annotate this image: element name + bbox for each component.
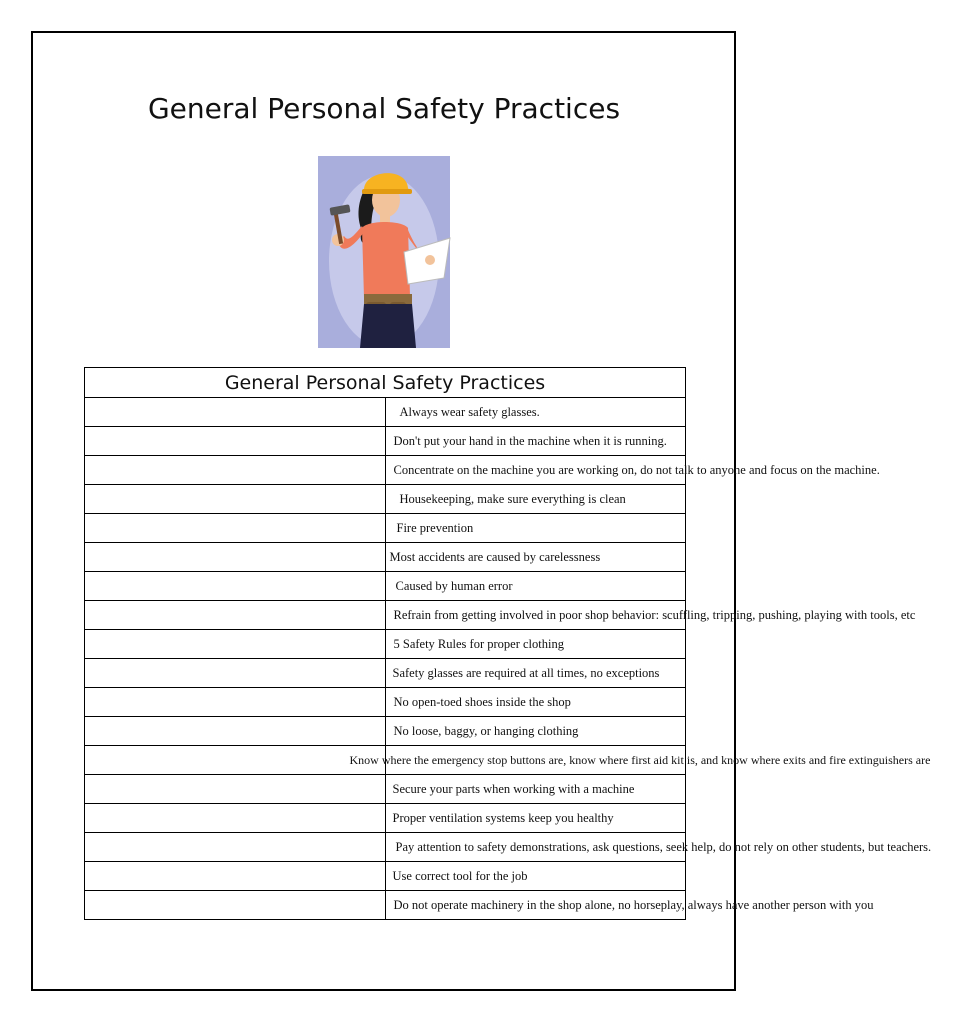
safety-item-text: Do not operate machinery in the shop alone, no horseplay, always have another person with you	[393, 897, 874, 912]
row-marker-cell	[85, 572, 386, 601]
row-marker-cell	[85, 833, 386, 862]
table-row	[85, 833, 686, 862]
table-row	[85, 891, 686, 920]
row-marker-cell	[85, 746, 386, 775]
row-marker-cell	[85, 485, 386, 514]
table-row	[85, 630, 686, 659]
table-row	[85, 775, 686, 804]
row-marker-cell	[85, 891, 386, 920]
safety-item	[385, 572, 686, 601]
safety-item	[385, 485, 686, 514]
safety-item	[385, 891, 874, 920]
shirt	[362, 222, 410, 298]
table-row	[85, 572, 686, 601]
safety-item	[385, 398, 686, 427]
safety-item	[385, 862, 686, 891]
safety-item-text: Secure your parts when working with a machine	[392, 781, 635, 796]
safety-item-text: Most accidents are caused by carelessness	[389, 549, 601, 564]
table-row	[85, 485, 686, 514]
table-row	[85, 456, 686, 485]
row-marker-cell	[85, 804, 386, 833]
table-row	[85, 601, 686, 630]
safety-item	[385, 601, 916, 630]
table-row	[85, 804, 686, 833]
safety-item-text: Refrain from getting involved in poor shop behavior: scuffling, tripping, pushing, playing with tools, etc	[393, 607, 916, 622]
safety-item-text: Housekeeping, make sure everything is clean	[399, 491, 626, 506]
table-row	[85, 746, 686, 775]
safety-item-text: Use correct tool for the job	[392, 868, 528, 883]
construction-worker-woman-icon	[318, 156, 450, 348]
row-marker-cell	[85, 717, 386, 746]
table-row	[85, 659, 686, 688]
safety-item	[385, 659, 686, 688]
page-title: General Personal Safety Practices	[147, 92, 621, 125]
table-row	[85, 862, 686, 891]
safety-item	[385, 804, 686, 833]
safety-item-text: Don't put your hand in the machine when it is running.	[393, 433, 667, 448]
safety-item-text: Always wear safety glasses.	[399, 404, 540, 419]
safety-practices-table	[84, 367, 932, 920]
row-marker-cell	[85, 514, 386, 543]
row-marker-cell	[85, 601, 386, 630]
safety-item	[385, 630, 686, 659]
row-marker-cell	[85, 688, 386, 717]
safety-item-text: Proper ventilation systems keep you healthy	[392, 810, 614, 825]
table-row	[85, 717, 686, 746]
safety-item	[385, 688, 686, 717]
safety-item-text: Pay attention to safety demonstrations, ask questions, seek help, do not rely on other students, but teachers.	[395, 839, 932, 854]
safety-item	[385, 775, 686, 804]
table-row	[85, 514, 686, 543]
table-row	[85, 398, 686, 427]
safety-item-text: 5 Safety Rules for proper clothing	[393, 636, 564, 651]
safety-item-text: Know where the emergency stop buttons are, know where first aid kit is, and know where exits and fire extinguishers are	[349, 752, 931, 767]
row-marker-cell	[85, 775, 386, 804]
safety-item-text: Concentrate on the machine you are working on, do not talk to anyone and focus on the machine.	[393, 462, 880, 477]
row-marker-cell	[85, 543, 386, 572]
row-marker-cell	[85, 630, 386, 659]
row-marker-cell	[85, 862, 386, 891]
row-marker-cell	[85, 398, 386, 427]
safety-item	[385, 543, 686, 572]
safety-item	[385, 717, 686, 746]
safety-item-text: Fire prevention	[396, 520, 474, 535]
table-header-row	[85, 368, 686, 398]
row-marker-cell	[85, 456, 386, 485]
pants	[360, 304, 416, 348]
table-row	[85, 427, 686, 456]
safety-item-text: Safety glasses are required at all times, no exceptions	[392, 665, 660, 680]
row-marker-cell	[85, 427, 386, 456]
table-header: General Personal Safety Practices	[85, 368, 686, 398]
safety-item	[385, 833, 932, 862]
safety-item-text: Caused by human error	[395, 578, 513, 593]
safety-item	[385, 514, 686, 543]
safety-item	[385, 427, 686, 456]
safety-item	[385, 456, 880, 485]
safety-item	[349, 746, 931, 775]
safety-item-text: No loose, baggy, or hanging clothing	[393, 723, 579, 738]
row-marker-cell	[85, 659, 386, 688]
table-row	[85, 688, 686, 717]
table-row	[85, 543, 686, 572]
safety-item-text: No open-toed shoes inside the shop	[393, 694, 571, 709]
